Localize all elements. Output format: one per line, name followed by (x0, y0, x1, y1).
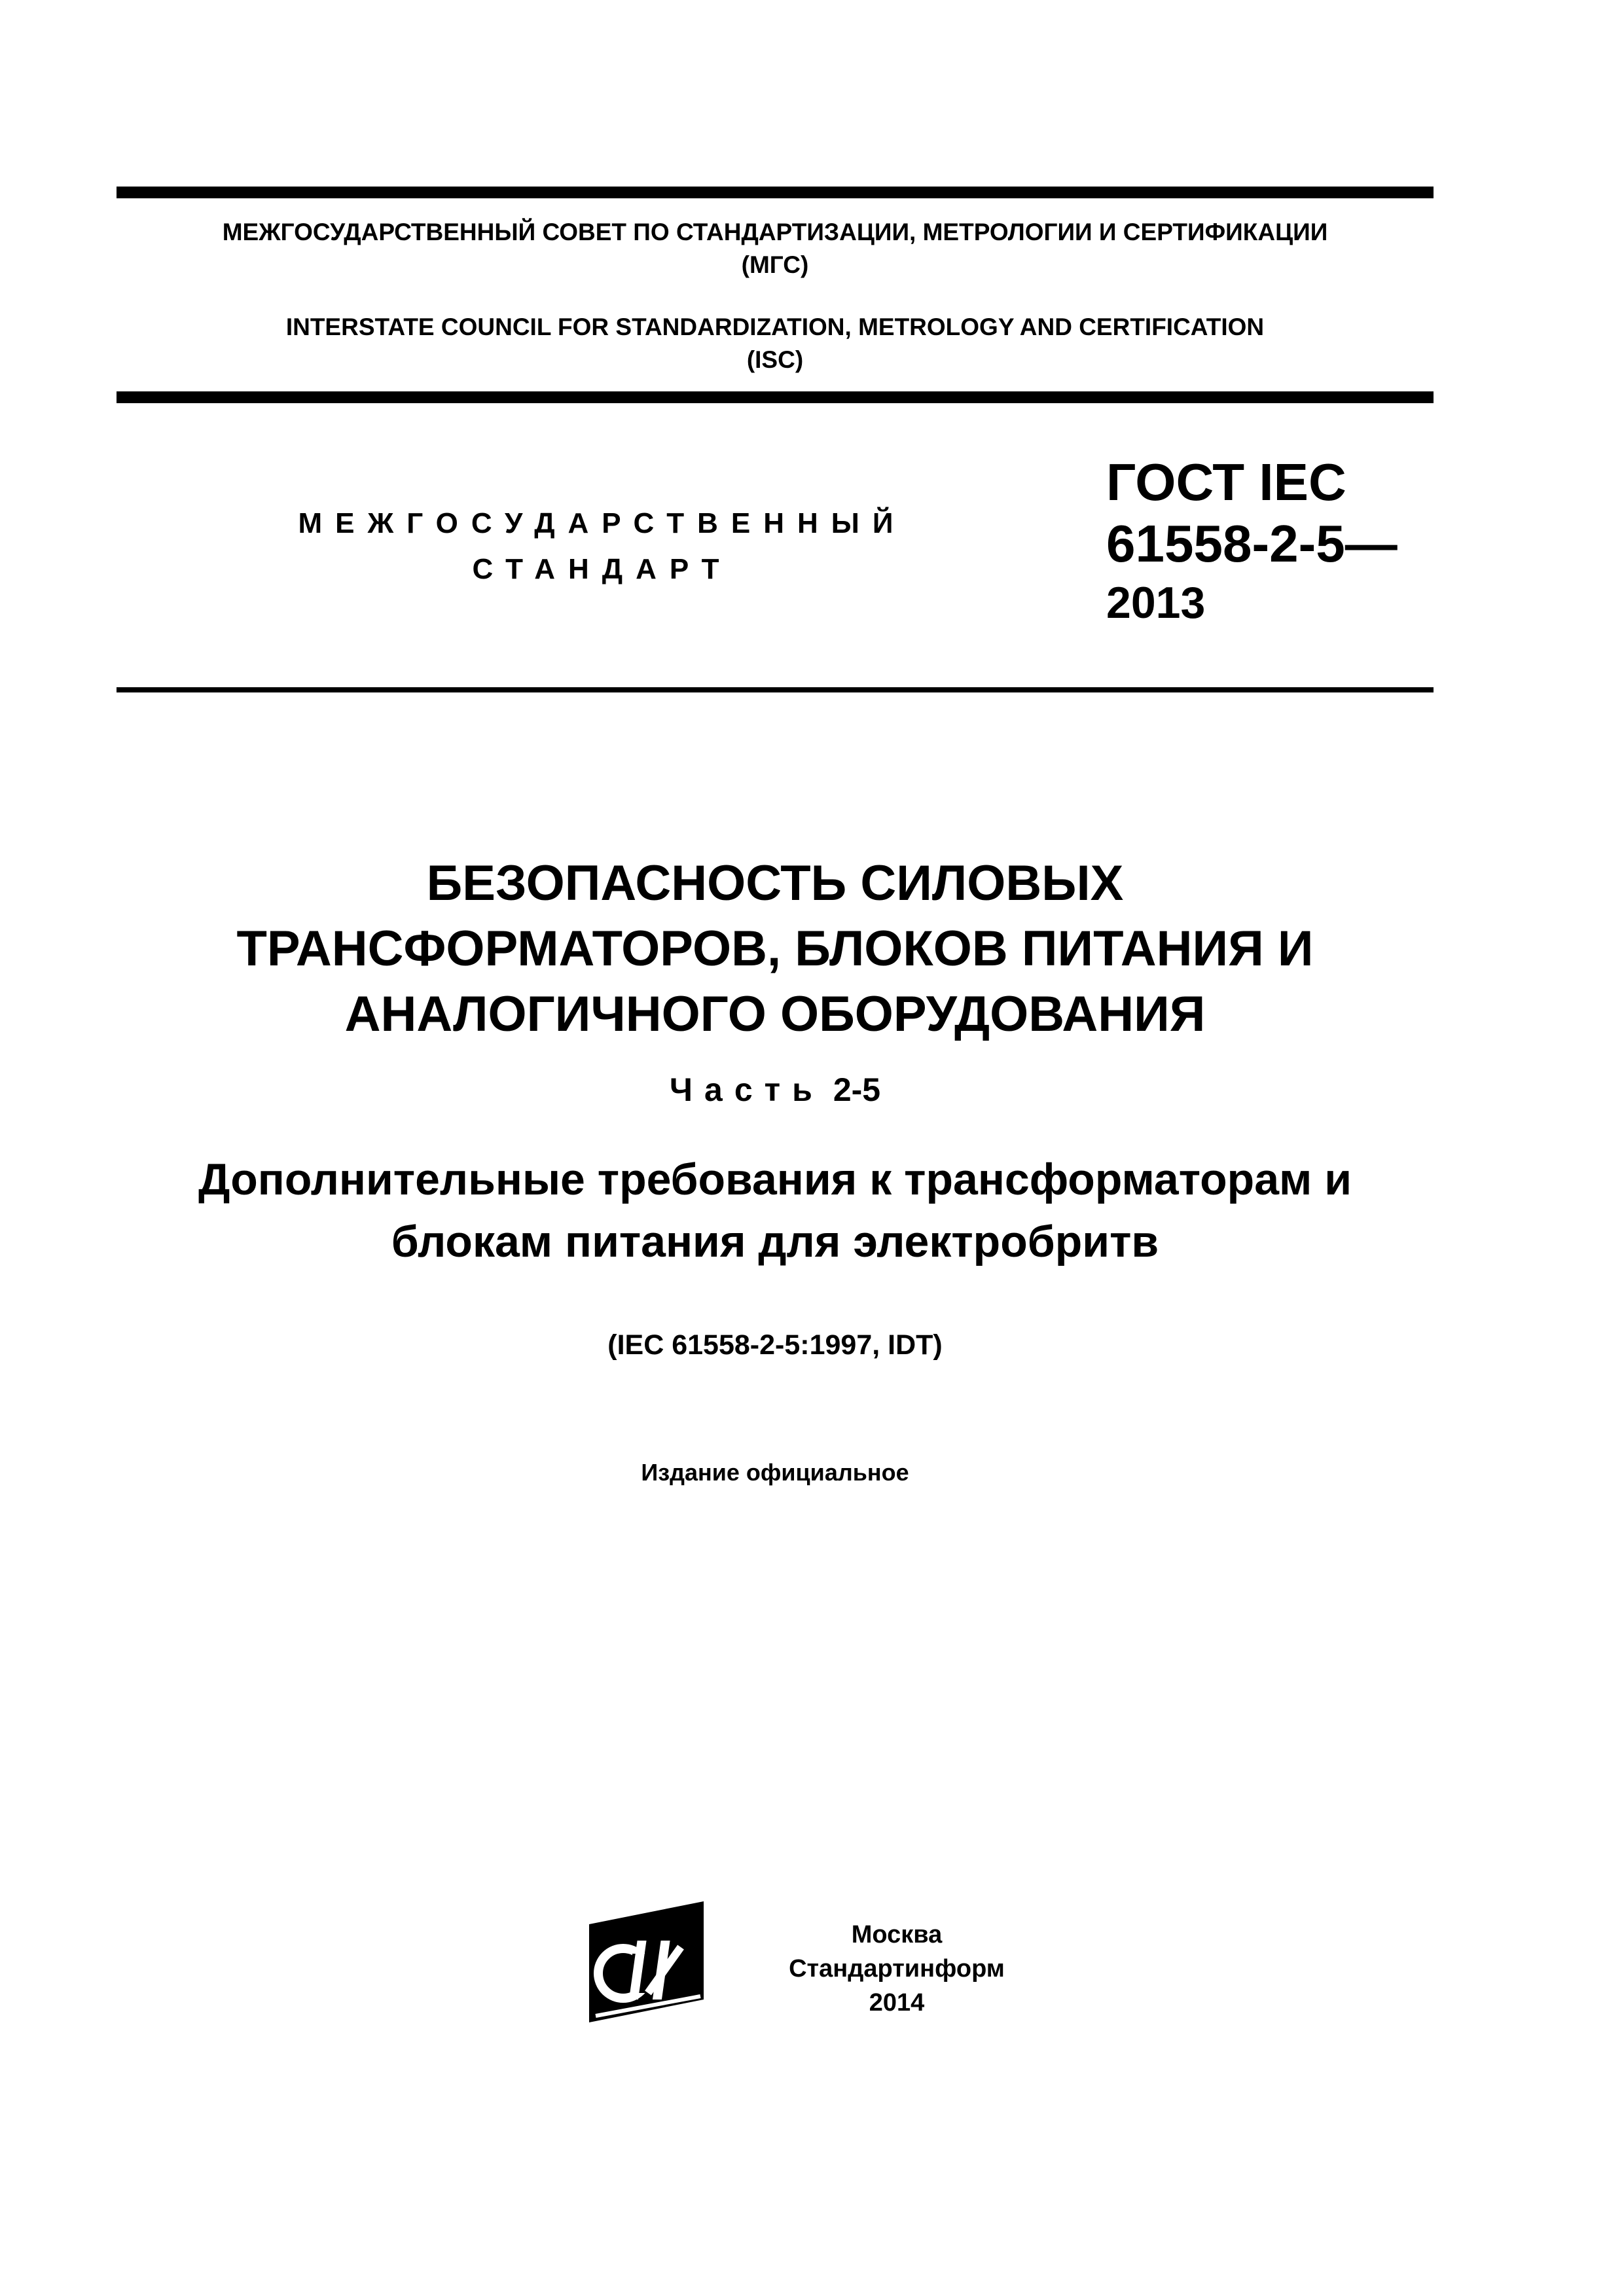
document-title (117, 851, 1434, 1047)
header-bottom-rule (117, 391, 1434, 403)
title-line2: ТРАНСФОРМАТОРОВ, БЛОКОВ ПИТАНИЯ И (236, 921, 1314, 977)
standartinform-logo-icon (583, 1901, 710, 2022)
standard-divider-rule (117, 687, 1434, 692)
subtitle-line1: Дополнительные требования к трансформаторам и (198, 1155, 1352, 1204)
council-name-ru (117, 216, 1434, 281)
council-abbr-ru: (МГС) (741, 251, 809, 278)
standard-type (275, 501, 929, 592)
title-line3: АНАЛОГИЧНОГО ОБОРУДОВАНИЯ (344, 986, 1206, 1042)
subtitle-line2: блокам питания для электробритв (391, 1217, 1159, 1266)
imprint (707, 1918, 1087, 2020)
part-number: 2-5 (833, 1071, 881, 1108)
standard-number-line2: 61558-2-5— (1106, 514, 1398, 573)
iec-reference: (IEC 61558-2-5:1997, IDT) (607, 1329, 943, 1361)
imprint-city: Москва (851, 1921, 943, 1948)
top-rule (117, 187, 1434, 198)
standard-year: 2013 (1106, 578, 1206, 628)
council-abbr-en: (ISC) (746, 346, 804, 373)
council-name-en-text: INTERSTATE COUNCIL FOR STANDARDIZATION, METROLOGY AND CERTIFICATION (285, 314, 1265, 340)
document-subtitle (117, 1149, 1434, 1273)
edition-label: Издание официальное (641, 1459, 909, 1486)
part-word: Часть (669, 1071, 824, 1108)
part-label (117, 1067, 1434, 1113)
title-line1: БЕЗОПАСНОСТЬ СИЛОВЫХ (426, 855, 1124, 911)
standard-type-line2: СТАНДАРТ (472, 553, 732, 585)
standard-type-line1: МЕЖГОСУДАРСТВЕННЫЙ (298, 507, 907, 539)
imprint-publisher: Стандартинформ (789, 1955, 1005, 1982)
council-name-en (117, 311, 1434, 376)
standard-number (1106, 452, 1473, 631)
standard-number-line1: ГОСТ IEC (1106, 453, 1346, 511)
council-name-ru-text: МЕЖГОСУДАРСТВЕННЫЙ СОВЕТ ПО СТАНДАРТИЗАЦИИ, МЕТРОЛОГИИ И СЕРТИФИКАЦИИ (222, 219, 1328, 245)
imprint-year: 2014 (869, 1989, 925, 2017)
